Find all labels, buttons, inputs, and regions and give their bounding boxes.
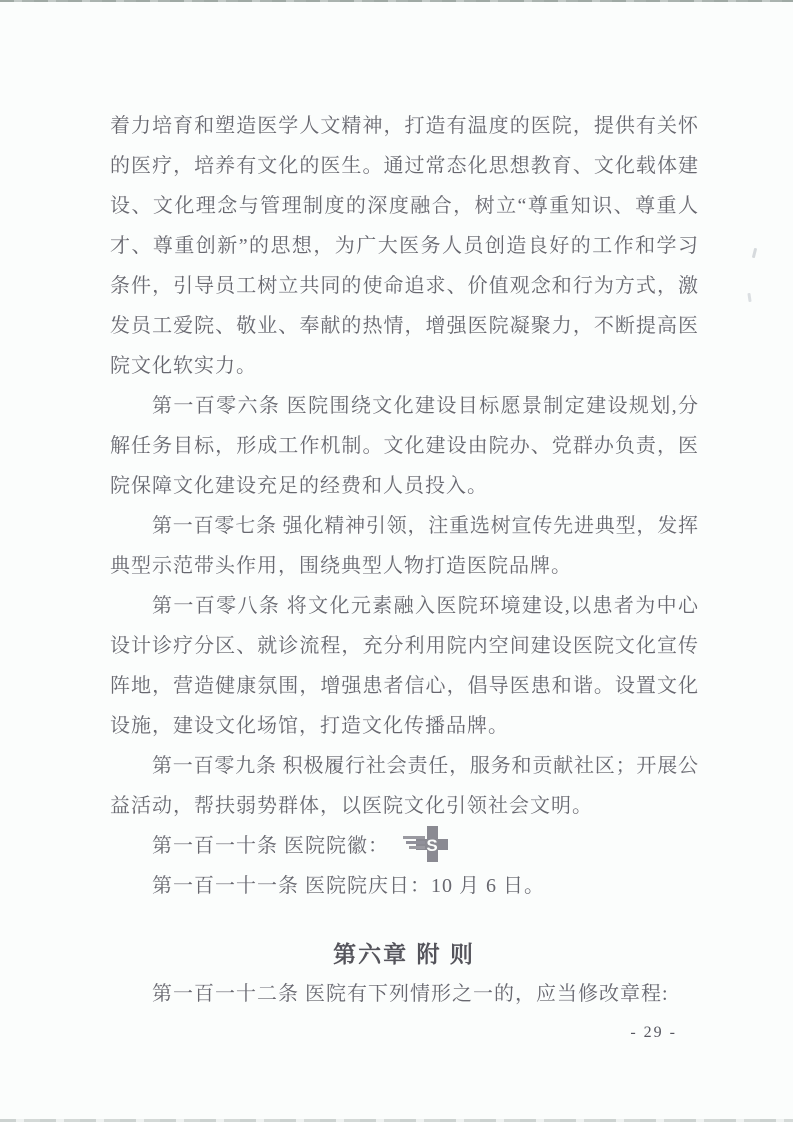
article-106-line-1: 第一百零六条 医院围绕文化建设目标愿景制定建设规划,分	[152, 395, 698, 417]
article-107-line-1: 第一百零七条 强化精神引领，注重选树宣传先进典型，发挥	[152, 515, 698, 537]
article-107-line-2: 典型示范带头作用，围绕典型人物打造医院品牌。	[110, 555, 572, 577]
article-110-text: 第一百一十条 医院院徽：	[152, 835, 389, 857]
paragraph-culture-line-5: 条件，引导员工树立共同的使命追求、价值观念和行为方式，激	[110, 275, 698, 297]
page-number: - 29 -	[630, 1024, 677, 1041]
article-106-line-2: 解任务目标，形成工作机制。文化建设由院办、党群办负责，医	[110, 435, 698, 457]
article-108-line-3: 阵地，营造健康氛围，增强患者信心，倡导医患和谐。设置文化	[110, 675, 698, 697]
article-108-line-1: 第一百零八条 将文化元素融入医院环境建设,以患者为中心	[152, 595, 698, 617]
hospital-cross-emblem-icon	[403, 825, 449, 863]
paragraph-culture-line-3: 设、文化理念与管理制度的深度融合，树立“尊重知识、尊重人	[110, 195, 698, 217]
paragraph-culture-line-1: 着力培育和塑造医学人文精神，打造有温度的医院，提供有关怀	[110, 115, 698, 137]
paragraph-culture-line-7: 院文化软实力。	[110, 355, 257, 377]
paragraph-culture-line-2: 的医疗，培养有文化的医生。通过常态化思想教育、文化载体建	[110, 155, 698, 177]
svg-text:S: S	[426, 836, 439, 856]
article-112-line: 第一百一十二条 医院有下列情形之一的，应当修改章程:	[152, 983, 669, 1005]
chapter-6-heading: 第六章 附 则	[333, 941, 475, 967]
paragraph-culture-line-4: 才、尊重创新”的思想，为广大医务人员创造良好的工作和学习	[110, 235, 698, 257]
article-106-line-3: 院保障文化建设充足的经费和人员投入。	[110, 475, 488, 497]
paragraph-culture-line-6: 发员工爱院、敬业、奉献的热情，增强医院凝聚力，不断提高医	[110, 315, 698, 337]
article-111-line: 第一百一十一条 医院院庆日：10 月 6 日。	[152, 875, 545, 897]
article-110-line	[110, 826, 698, 866]
article-108-line-4: 设施，建设文化场馆，打造文化传播品牌。	[110, 715, 509, 737]
article-108-line-2: 设计诊疗分区、就诊流程，充分利用院内空间建设医院文化宣传	[110, 635, 698, 657]
article-109-line-1: 第一百零九条 积极履行社会责任，服务和贡献社区；开展公	[152, 755, 698, 777]
scan-edge-top	[0, 0, 793, 2]
article-109-line-2: 益活动，帮扶弱势群体，以医院文化引领社会文明。	[110, 795, 593, 817]
scan-speck	[747, 293, 751, 302]
scan-speck	[752, 248, 757, 258]
document-body	[110, 106, 698, 1014]
